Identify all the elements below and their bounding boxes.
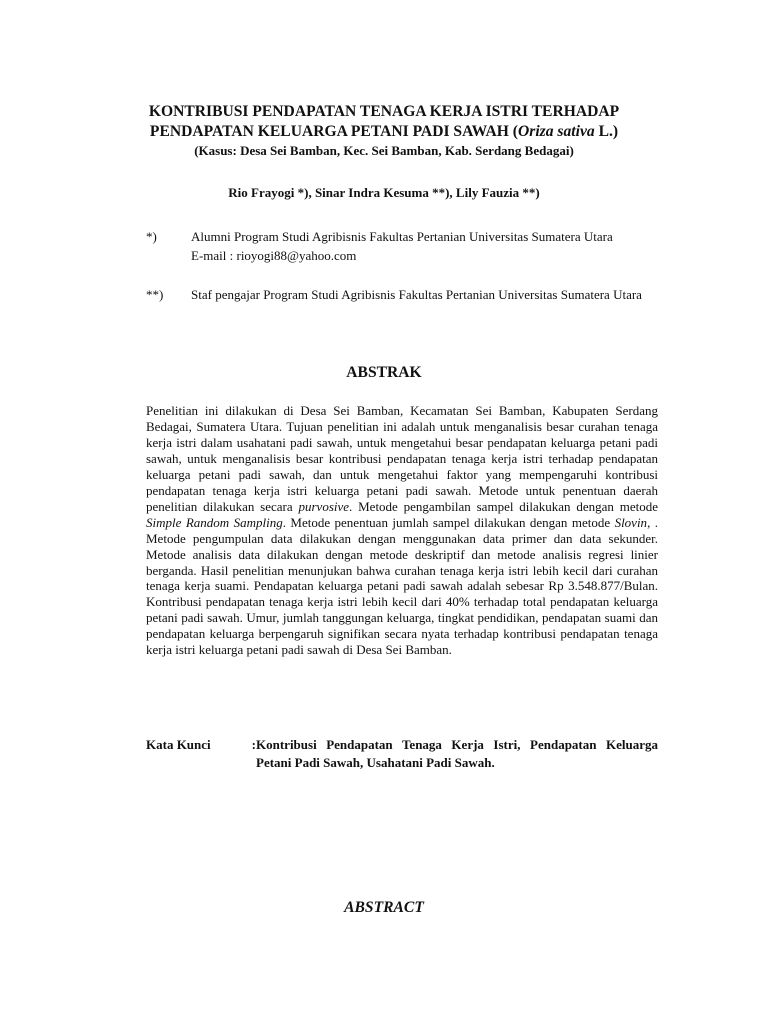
keywords (146, 736, 658, 772)
term-purvosive: purvosive (298, 498, 350, 514)
abstrak-body (146, 403, 658, 658)
title-line-1: KONTRIBUSI PENDAPATAN TENAGA KERJA ISTRI TERHADAP (148, 103, 620, 120)
paper-title (100, 102, 668, 142)
abstract-heading: ABSTRACT (344, 899, 424, 916)
keywords-label-group (146, 736, 256, 772)
keywords-colon: : (251, 737, 256, 752)
term-slovin: Slovin (614, 514, 648, 530)
abstrak-text-3: . Metode penentuan jumlah sampel dilakukan dengan metode (282, 514, 615, 530)
keywords-text: Kontribusi Pendapatan Tenaga Kerja Istri, Pendapatan Keluarga Petani Padi Sawah, Usahatani Padi Sawah. (256, 737, 658, 770)
affiliation-2 (191, 285, 658, 304)
abstrak-text-2: . Metode pengambilan sampel dilakukan dengan metode (349, 498, 658, 514)
paper-subtitle: (Kasus: Desa Sei Bamban, Kec. Sei Bamban, Kab. Serdang Bedagai) (194, 143, 574, 158)
abstrak-text-1: Penelitian ini dilakukan di Desa Sei Bamban, Kecamatan Sei Bamban, Kabupaten Serdang Bedagai, Sumatera Utara. Tujuan penelitian ini adalah untuk menganalisis besar curahan tenaga kerja istri dalam usahatani padi sawah, untuk mengetahui besar pendapatan keluarga petani padi sawah, untuk menganalisis besar kontribusi pendapatan tenaga kerja istri terhadap pendapatan keluarga petani padi sawah, dan untuk mengetahui faktor yang mempengaruhi kontribusi pendapatan tenaga kerja istri keluarga petani padi sawah. Metode untuk penentuan daerah penelitian dilakukan secara (146, 403, 658, 514)
affiliation-2-mark: **) (146, 287, 164, 302)
affiliation-2-institution: Staf pengajar Program Studi Agribisnis Fakultas Pertanian Universitas Sumatera Utara (191, 287, 642, 302)
abstrak-heading: ABSTRAK (346, 364, 422, 381)
keywords-row (146, 736, 658, 772)
title-line-2 (100, 122, 668, 142)
affiliation-1-mark: *) (146, 229, 157, 244)
affiliation-1 (191, 227, 658, 265)
affiliation-1-institution: Alumni Program Studi Agribisnis Fakultas Pertanian Universitas Sumatera Utara (191, 229, 613, 244)
title-line-2-end: L.) (594, 123, 619, 140)
term-simple-random-sampling: Simple Random Sampling (146, 514, 283, 530)
author-list: Rio Frayogi *), Sinar Indra Kesuma **), Lily Fauzia **) (228, 185, 540, 200)
keywords-label: Kata Kunci (146, 737, 211, 752)
title-line-2-start: PENDAPATAN KELUARGA PETANI PADI SAWAH ( (149, 123, 518, 140)
affiliation-1-email: E-mail : rioyogi88@yahoo.com (191, 248, 357, 263)
abstrak-text-4: , . Metode pengumpulan data dilakukan dengan menggunakan data primer dan data sekunder. Metode analisis data dilakukan dengan metode deskriptif dan metode analisis regresi linier berganda. Hasil penelitian menunjukan bahwa curahan tenaga kerja istri lebih kecil dari curahan tenaga kerja suami. Pendapatan keluarga petani padi sawah adalah sebesar Rp 3.548.877/Bulan. Kontribusi pendapatan tenaga kerja istri lebih kecil dari 40% terhadap total pendapatan keluarga petani padi sawah. Umur, jumlah tanggungan keluarga, tingkat pendidikan, pendapatan suami dan pendapatan keluarga berpengaruh signifikan secara nyata terhadap kontribusi pendapatan tenaga kerja istri keluarga petani padi sawah di Desa Sei Bamban. (146, 514, 658, 658)
species-name: Oriza sativa (517, 123, 595, 140)
